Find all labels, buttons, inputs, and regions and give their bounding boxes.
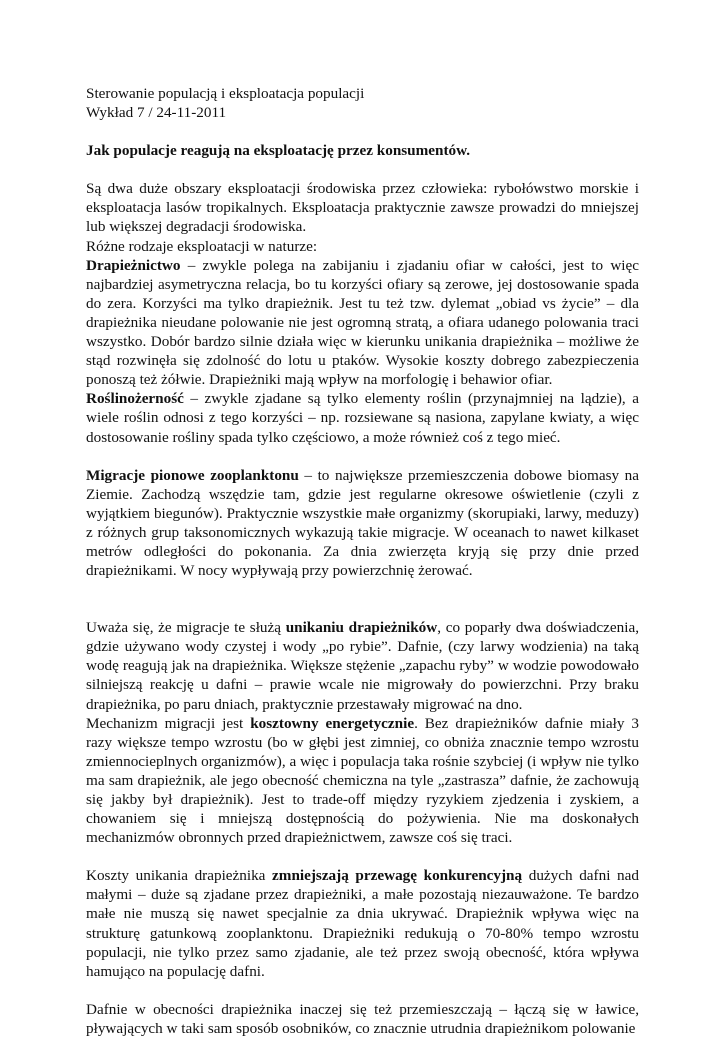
predation-term: Drapieżnictwo (86, 256, 181, 274)
exploitation-types-label: Różne rodzaje eksploatacji w naturze: (86, 237, 318, 255)
avoidance-after: , co poparły dwa doświadczenia, gdzie używano wody czystej i wody „po rybie”. Dafnie, (czy larwy wodzienia) na taką wodę reagują jak na drapieżnika. Większe stężenie „zapachu ryby” w wodzie powodowało silniejszą reakcję u dafni – prawie wcale nie migrowały do powierzchni. Przy braku drapieżnika, po paru dniach, praktycznie przestawały migrować na dno. (86, 619, 639, 713)
avoidance-before: Uważa się, że migracje te służą (86, 619, 286, 637)
intro-paragraph: Są dwa duże obszary eksploatacji środowiska przez człowieka: rybołówstwo morskie i eksploatacja lasów tropikalnych. Eksploatacja praktycznie zawsze prowadzi do mniejszej lub większej degradacji środowiska. (86, 180, 639, 236)
mechanism-paragraph (86, 714, 639, 848)
mechanism-term: kosztowny energetycznie (250, 714, 415, 732)
lecture-info: Wykład 7 / 24-11-2011 (86, 104, 227, 122)
spacer (86, 122, 639, 141)
course-title: Sterowanie populacją i eksploatacja populacji (86, 85, 365, 102)
herbivory-paragraph (86, 389, 639, 446)
migration-text: – to największe przemieszczenia dobowe biomasy na Ziemie. Zachodzą wszędzie tam, gdzie jest regularne okresowe oświetlenie (czyli z wyjątkiem biegunów). Praktycznie wszystkie małe organizmy (skorupiaki, larwy, meduzy) z różnych grup taksonomicznych wykazują takie migracje. W oceanach to nawet kilkaset metrów odległości do pokonania. Za dnia zwierzęta kryją się przy dnie przed drapieżnikami. W nocy wypływają przy powierzchnię żerować. (86, 466, 639, 580)
swarming-paragraph: Dafnie w obecności drapieżnika inaczej się też przemieszczają – łączą się w ławice, pływających w taki sam sposób osobników, co znacznie utrudnia drapieżnikom polowanie (86, 1000, 639, 1037)
mechanism-after: . Bez drapieżników dafnie miały 3 razy większe tempo wzrostu (bo w głębi jest zimniej, co obniża znacznie tempo wzrostu zmiennocieplnych organizmów), a więc i populacja taka rośnie szybciej (i wpływ nie tylko ma sam drapieżnik, ale jego obecność chemiczna na tyle „zastrasza” dafnie, że zachowują się jakby był drapieżnik). Jest to trade-off między ryzykiem zjedzenia i zyskiem, a chowaniem się i mniejszą dostępnością do pożywienia. Nie ma doskonałych mechanizmów obronnych przed drapieżnictwem, zawsze coś się traci. (86, 714, 639, 847)
spacer (86, 580, 639, 599)
spacer (86, 160, 639, 179)
predation-text: – zwykle polega na zabijaniu i zjadaniu ofiar w całości, jest to więc najbardziej asymetryczna relacja, bo tu korzyści ofiary są zerowe, jej dostosowanie spada do zera. Korzyści ma tylko drapieżnik. Jest tu też tzw. dylemat „obiad vs życie” – dla drapieżnika nieudane polowanie nie jest ogromną stratą, a ofiara udanego polowania traci wszystko. Dobór bardzo silnie działa więc w kierunku unikania drapieżnika – możliwe że stąd rozwinęła się zdolność do lotu u ptaków. Wysokie koszty dobrego zabezpieczenia ponoszą też żółwie. Drapieżniki mają wpływ na morfologię i behawior ofiar. (86, 256, 639, 389)
herbivory-term: Roślinożerność (86, 390, 184, 408)
predation-paragraph (86, 256, 639, 390)
competition-after: dużych dafni nad małymi – duże są zjadane przez drapieżniki, a małe pozostają niezauważone. Te bardzo małe nie muszą się nawet specjalnie za dnia ukrywać. Drapieżnik wpływa więc na strukturę gatunkową zooplanktonu. Drapieżniki redukują o 70-80% tempo wzrostu populacji, nie tylko przez samo zjadanie, ale też przez swoją obecność, która wpływa hamująco na populację dafni. (86, 867, 639, 980)
spacer (86, 847, 639, 866)
spacer (86, 599, 639, 618)
competition-term: zmniejszają przewagę konkurencyjną (272, 867, 523, 885)
herbivory-text: – zwykle zjadane są tylko elementy roślin (przynajmniej na lądzie), a wiele roślin odnosi z tego korzyści – np. rozsiewane są nasiona, zapylane kwiaty, a więc dostosowanie rośliny spada tylko częściowo, a może również coś z tego mieć. (86, 390, 639, 446)
avoidance-paragraph (86, 618, 639, 713)
spacer (86, 981, 639, 1000)
avoidance-term: unikaniu drapieżników (285, 619, 438, 637)
document-page (86, 84, 639, 1038)
mechanism-before: Mechanizm migracji jest (86, 714, 251, 732)
competition-before: Koszty unikania drapieżnika (86, 867, 273, 885)
migration-paragraph (86, 466, 639, 581)
migration-term: Migracje pionowe zooplanktonu (86, 466, 299, 484)
competition-paragraph (86, 866, 639, 981)
document-heading: Jak populacje reagują na eksploatację przez konsumentów. (86, 142, 471, 160)
spacer (86, 447, 639, 466)
